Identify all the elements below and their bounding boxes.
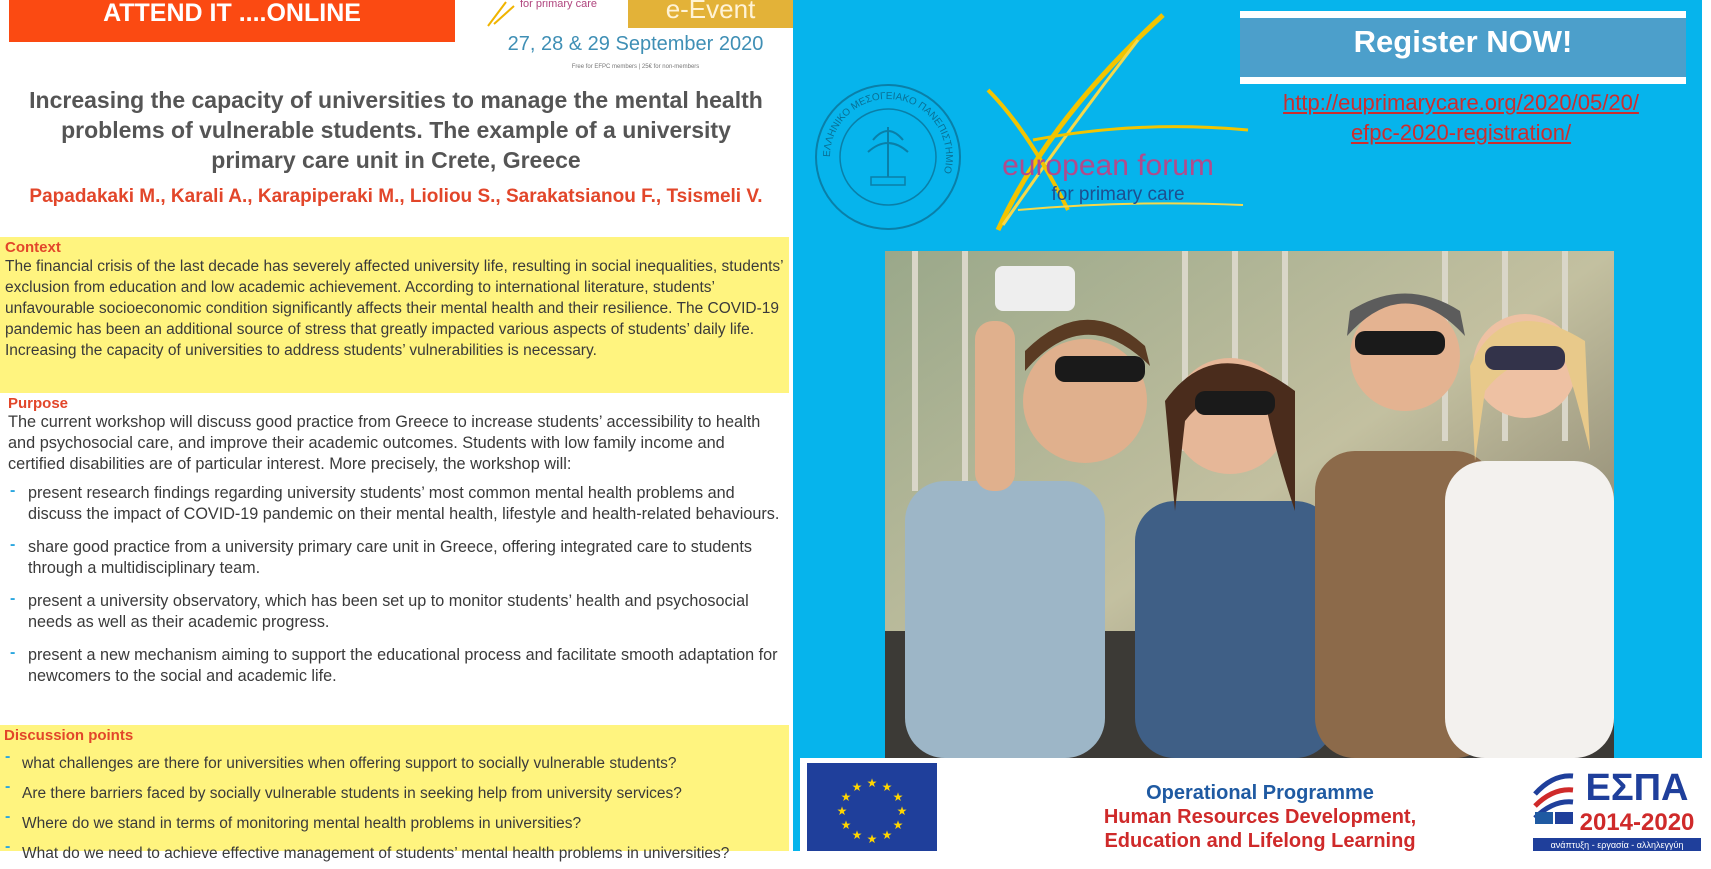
dash-icon: - <box>10 482 16 499</box>
dash-icon: - <box>10 644 16 661</box>
dash-icon: - <box>5 748 11 765</box>
context-section <box>0 237 789 393</box>
svg-text:★: ★ <box>851 780 863 794</box>
programme-line2: Human Resources Development, <box>1103 806 1417 828</box>
context-text: The financial crisis of the last decade has severely affected university life, resulting in social inequalities, students’ exclusion from education and low academic achievement. According to international literature, students’ unfavourable socioeconomic condition significantly affects their mental health and their resilience. The COVID-19 pandemic has been an additional source of stress that greatly impacted various aspects of students’ daily life. Increasing the capacity of universities to address students’ vulnerabilities is necessary. <box>5 258 783 359</box>
svg-text:★: ★ <box>892 818 904 832</box>
purpose-text: The current workshop will discuss good practice from Greece to increase students’ accessibility to health and psychosocial care, and improve their academic outcomes. Students with low family income and certified disabilities are of particular interest. More precisely, the workshop will: <box>8 413 761 473</box>
discussion-text: what challenges are there for universities when offering support to socially vulnerable students? <box>22 755 677 772</box>
register-label: Register NOW! <box>1240 18 1686 77</box>
purpose-section <box>0 395 789 699</box>
svg-text:★: ★ <box>866 776 878 790</box>
programme-name <box>1070 805 1450 853</box>
list-item <box>4 839 785 869</box>
list-item <box>8 591 781 633</box>
registration-link-line2: efpc-2020-registration/ <box>1350 120 1572 145</box>
forum-logo-line2: for primary care <box>1051 184 1185 205</box>
university-seal-logo <box>813 82 963 232</box>
context-heading: Context <box>5 239 61 256</box>
poster-panel <box>0 0 793 862</box>
poster-authors: Papadakaki M., Karali A., Karapiperaki M., Lioliou S., Sarakatsianou F., Tsismeli V. <box>29 186 763 207</box>
discussion-list <box>4 749 785 869</box>
bullet-text: present a new mechanism aiming to support the educational process and facilitate smooth adaptation for newcomers to the social and academic life. <box>28 646 778 685</box>
dash-icon: - <box>10 536 16 553</box>
attend-online-text: ATTEND IT ....ONLINE <box>103 0 361 27</box>
registration-link[interactable] <box>1211 88 1711 148</box>
bullet-text: present a university observatory, which has been set up to monitor students’ health and psychosocial needs as well as their academic progress. <box>28 592 749 631</box>
forum-logo-line1: european forum <box>1002 149 1214 182</box>
list-item <box>4 779 785 809</box>
e-event-text: e-Event <box>665 0 756 24</box>
dash-icon: - <box>5 778 11 795</box>
discussion-text: Where do we stand in terms of monitoring mental health problems in universities? <box>22 815 582 832</box>
funding-footer <box>800 758 1702 851</box>
bullet-text: present research findings regarding university students’ most common mental health problems and discuss the impact of COVID-19 pandemic on their mental health, lifestyle and health-related behaviours. <box>28 484 780 523</box>
forum-mini-text: for primary care <box>520 0 598 10</box>
list-item <box>8 645 781 687</box>
list-item <box>8 537 781 579</box>
svg-text:★: ★ <box>836 804 848 818</box>
event-fees: Free for EFPC members | 25€ for non-members <box>571 64 700 70</box>
svg-text:★: ★ <box>840 818 852 832</box>
discussion-text: Are there barriers faced by socially vulnerable students in seeking help from university services? <box>22 785 682 802</box>
students-selfie-photo <box>885 251 1614 758</box>
promo-panel <box>793 0 1702 851</box>
espa-years: 2014-2020 <box>1579 809 1695 836</box>
list-item <box>4 749 785 779</box>
list-item <box>4 809 785 839</box>
dash-icon: - <box>5 808 11 825</box>
purpose-heading: Purpose <box>8 395 69 412</box>
svg-text:★: ★ <box>881 780 893 794</box>
forum-mini-logo <box>472 0 630 28</box>
discussion-heading: Discussion points <box>4 727 134 744</box>
programme-line3: Education and Lifelong Learning <box>1104 830 1416 852</box>
registration-link-line1: http://euprimarycare.org/2020/05/20/ <box>1283 90 1639 115</box>
forum-mini-star-icon <box>484 0 524 28</box>
dash-icon: - <box>5 838 11 855</box>
european-forum-logo <box>958 10 1253 240</box>
svg-text:★: ★ <box>892 790 904 804</box>
list-item <box>8 483 781 525</box>
svg-text:★: ★ <box>840 790 852 804</box>
svg-text:★: ★ <box>881 828 893 842</box>
espa-logo <box>1533 764 1701 851</box>
espa-tagline: ανάπτυξη - εργασία - αλληλεγγύη <box>1550 840 1684 850</box>
svg-text:★: ★ <box>866 832 878 846</box>
event-dates: 27, 28 & 29 September 2020 <box>507 33 764 55</box>
e-event-badge <box>628 0 793 28</box>
discussion-text: What do we need to achieve effective management of students’ mental health problems in universities? <box>22 845 730 862</box>
purpose-bullets <box>8 483 781 687</box>
espa-title: ΕΣΠΑ <box>1585 767 1689 809</box>
bullet-text: share good practice from a university primary care unit in Greece, offering integrated care to students through a multidisciplinary team. <box>28 538 753 577</box>
programme-title: Operational Programme <box>1146 782 1374 804</box>
dash-icon: - <box>10 590 16 607</box>
svg-text:★: ★ <box>896 804 908 818</box>
poster-title: Increasing the capacity of universities to manage the mental health problems of vulnerable students. The example of a university primary care unit in Crete, Greece <box>29 87 763 173</box>
attend-online-banner <box>9 0 455 42</box>
eu-flag-icon <box>807 763 937 851</box>
seal-text: ΕΛΛΗΝΙΚΟ ΜΕΣΟΓΕΙΑΚΟ ΠΑΝΕΠΙΣΤΗΜΙΟ <box>821 90 955 175</box>
discussion-section <box>0 725 789 862</box>
svg-text:★: ★ <box>851 828 863 842</box>
register-button[interactable] <box>1240 11 1686 84</box>
